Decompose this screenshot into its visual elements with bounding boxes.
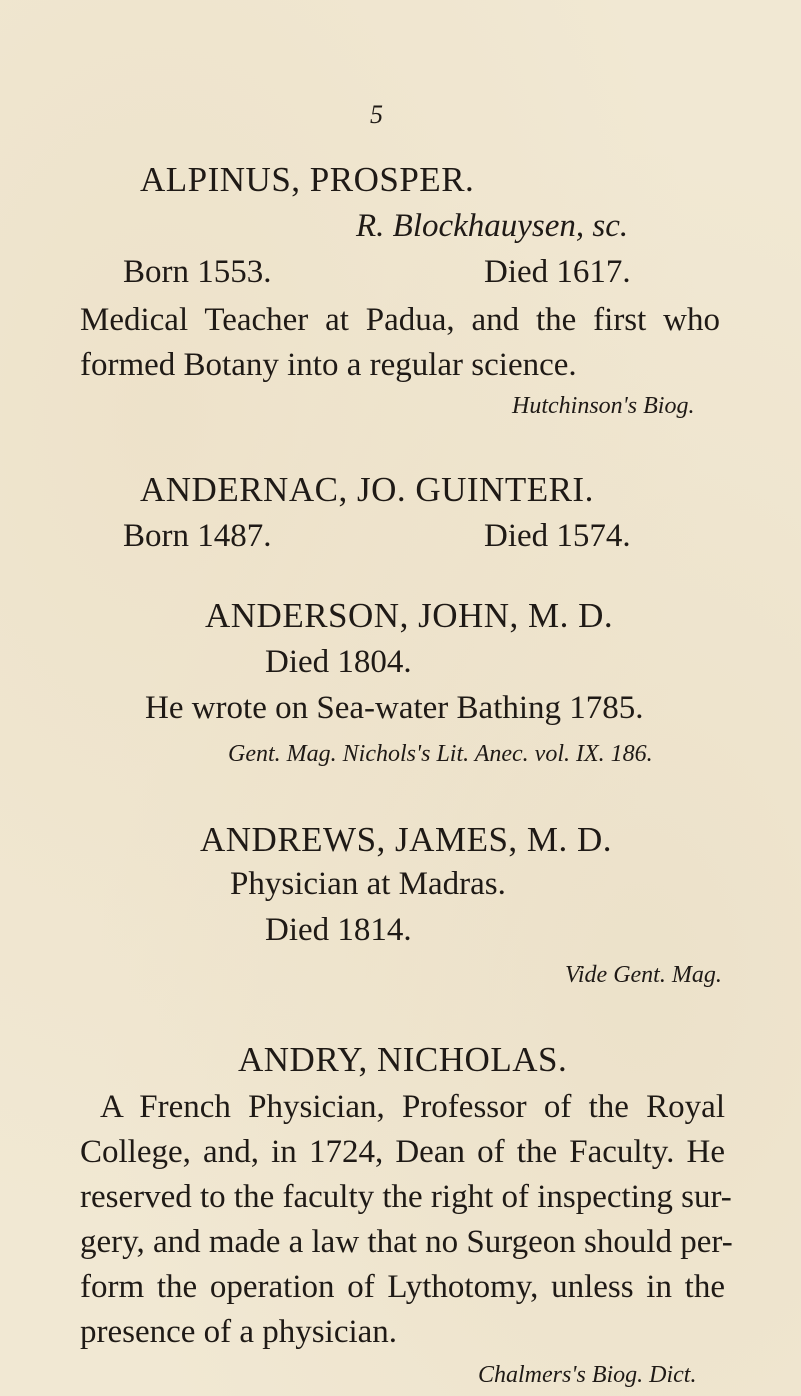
died-date: Died 1804.: [265, 644, 412, 680]
entry-name-alpinus: ALPINUS, PROSPER.: [140, 160, 475, 199]
source-citation: Chalmers's Biog. Dict.: [478, 1362, 697, 1388]
born-date: Born 1487.: [123, 518, 272, 554]
entry-name-anderson: ANDERSON, JOHN, M. D.: [205, 596, 614, 635]
engraver-credit: R. Blockhauysen, sc.: [356, 208, 629, 244]
text-line: College, and, in 1724, Dean of the Faculty. He: [80, 1134, 725, 1170]
entry-name-andernac: ANDERNAC, JO. GUINTERI.: [140, 470, 594, 509]
entry-description: [80, 298, 720, 388]
entry-name-andrews: ANDREWS, JAMES, M. D.: [200, 820, 613, 859]
died-date: Died 1574.: [484, 518, 631, 554]
entry-description: Physician at Madras.: [230, 866, 506, 902]
entry-description: [80, 1085, 733, 1355]
source-citation: Gent. Mag. Nichols's Lit. Anec. vol. IX. 186.: [228, 741, 653, 767]
text-line: A French Physician, Professor of the Royal: [100, 1089, 725, 1125]
text-line: Medical Teacher at Padua, and the first who: [80, 302, 720, 338]
text-line: reserved to the faculty the right of inspecting sur-: [80, 1179, 732, 1215]
text-line: form the operation of Lythotomy, unless in the: [80, 1269, 725, 1305]
entry-name-andry: ANDRY, NICHOLAS.: [238, 1040, 568, 1079]
source-citation: Vide Gent. Mag.: [565, 962, 722, 988]
died-date: Died 1814.: [265, 912, 412, 948]
page-number: 5: [370, 100, 383, 129]
text-line: gery, and made a law that no Surgeon should per-: [80, 1224, 733, 1260]
text-line: presence of a physician.: [80, 1314, 398, 1350]
source-citation: Hutchinson's Biog.: [512, 393, 695, 419]
text-line: formed Botany into a regular science.: [80, 347, 577, 383]
entry-description: He wrote on Sea-water Bathing 1785.: [145, 690, 644, 726]
died-date: Died 1617.: [484, 254, 631, 290]
born-date: Born 1553.: [123, 254, 272, 290]
